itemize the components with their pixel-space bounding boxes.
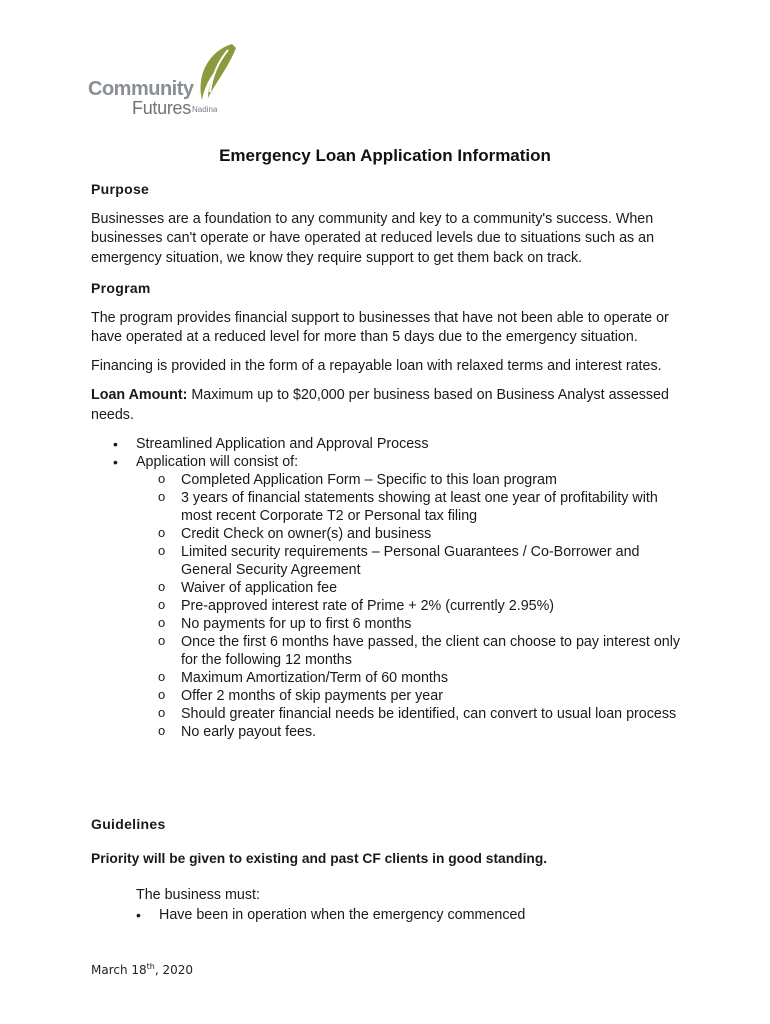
- sub-list-item: o Offer 2 months of skip payments per year: [136, 687, 691, 705]
- business-must-intro: The business must:: [136, 887, 260, 903]
- footer-date-sup: th: [146, 962, 155, 971]
- purpose-heading: Purpose: [91, 181, 150, 197]
- priority-statement: Priority will be given to existing and past CF clients in good standing.: [91, 850, 548, 866]
- sub-list-item: o Maximum Amortization/Term of 60 months: [136, 669, 691, 687]
- sub-list-item: o Limited security requirements – Personal Guarantees / Co-Borrower and General Security Agreement: [136, 543, 691, 579]
- logo-line-community: Community: [88, 78, 194, 100]
- footer-date: [91, 962, 193, 977]
- purpose-text: Businesses are a foundation to any community and key to a community's success. When businesses can't operate or have operated at reduced levels due to situations such as an emergency situation, we know they require support to get them back on track.: [91, 210, 655, 266]
- business-must-list: [91, 906, 691, 924]
- document-title: Emergency Loan Application Information: [219, 146, 551, 165]
- program-heading: Program: [91, 280, 151, 296]
- loan-amount-paragraph: [91, 386, 691, 425]
- sub-list-item: o Completed Application Form – Specific to this loan program: [136, 471, 691, 489]
- sub-list-item: o Waiver of application fee: [136, 579, 691, 597]
- community-futures-logo: [88, 42, 248, 122]
- sub-list-item: o No early payout fees.: [136, 723, 691, 741]
- leaf-icon: [188, 42, 238, 104]
- program-para-1: The program provides financial support to businesses that have not been able to operate or have operated at a reduced level for more than 5 days due to the emergency situation.: [91, 309, 669, 345]
- program-section: [91, 279, 691, 741]
- list-item: • Have been in operation when the emergency commenced: [91, 906, 691, 924]
- purpose-section: [91, 180, 691, 268]
- sub-list-item: o Should greater financial needs be identified, can convert to usual loan process: [136, 705, 691, 723]
- guidelines-section: [91, 815, 691, 924]
- program-para-2: Financing is provided in the form of a repayable loan with relaxed terms and interest rates.: [91, 357, 662, 374]
- logo-line-futures: Futures: [132, 98, 191, 118]
- list-item-label: Application will consist of:: [136, 454, 299, 470]
- footer-date-suffix: , 2020: [154, 963, 194, 977]
- sub-list-item: o Once the first 6 months have passed, the client can choose to pay interest only for the following 12 months: [136, 633, 691, 669]
- program-bullet-list: [91, 435, 691, 741]
- footer-date-prefix: March 18: [91, 963, 147, 977]
- sub-list-item: o Credit Check on owner(s) and business: [136, 525, 691, 543]
- sub-list-item: o No payments for up to first 6 months: [136, 615, 691, 633]
- loan-amount-text: Maximum up to $20,000 per business based on Business Analyst assessed needs.: [91, 387, 669, 423]
- application-sub-list: [136, 471, 691, 741]
- sub-list-item: o 3 years of financial statements showing at least one year of profitability with most recent Corporate T2 or Personal tax filing: [136, 489, 691, 525]
- guidelines-heading: Guidelines: [91, 816, 166, 832]
- loan-amount-label: Loan Amount:: [91, 387, 188, 403]
- list-item: • Streamlined Application and Approval Process: [91, 435, 691, 453]
- sub-list-item: o Pre-approved interest rate of Prime + 2% (currently 2.95%): [136, 597, 691, 615]
- logo-line-nadina: Nadina: [192, 105, 218, 114]
- list-item: [91, 453, 691, 741]
